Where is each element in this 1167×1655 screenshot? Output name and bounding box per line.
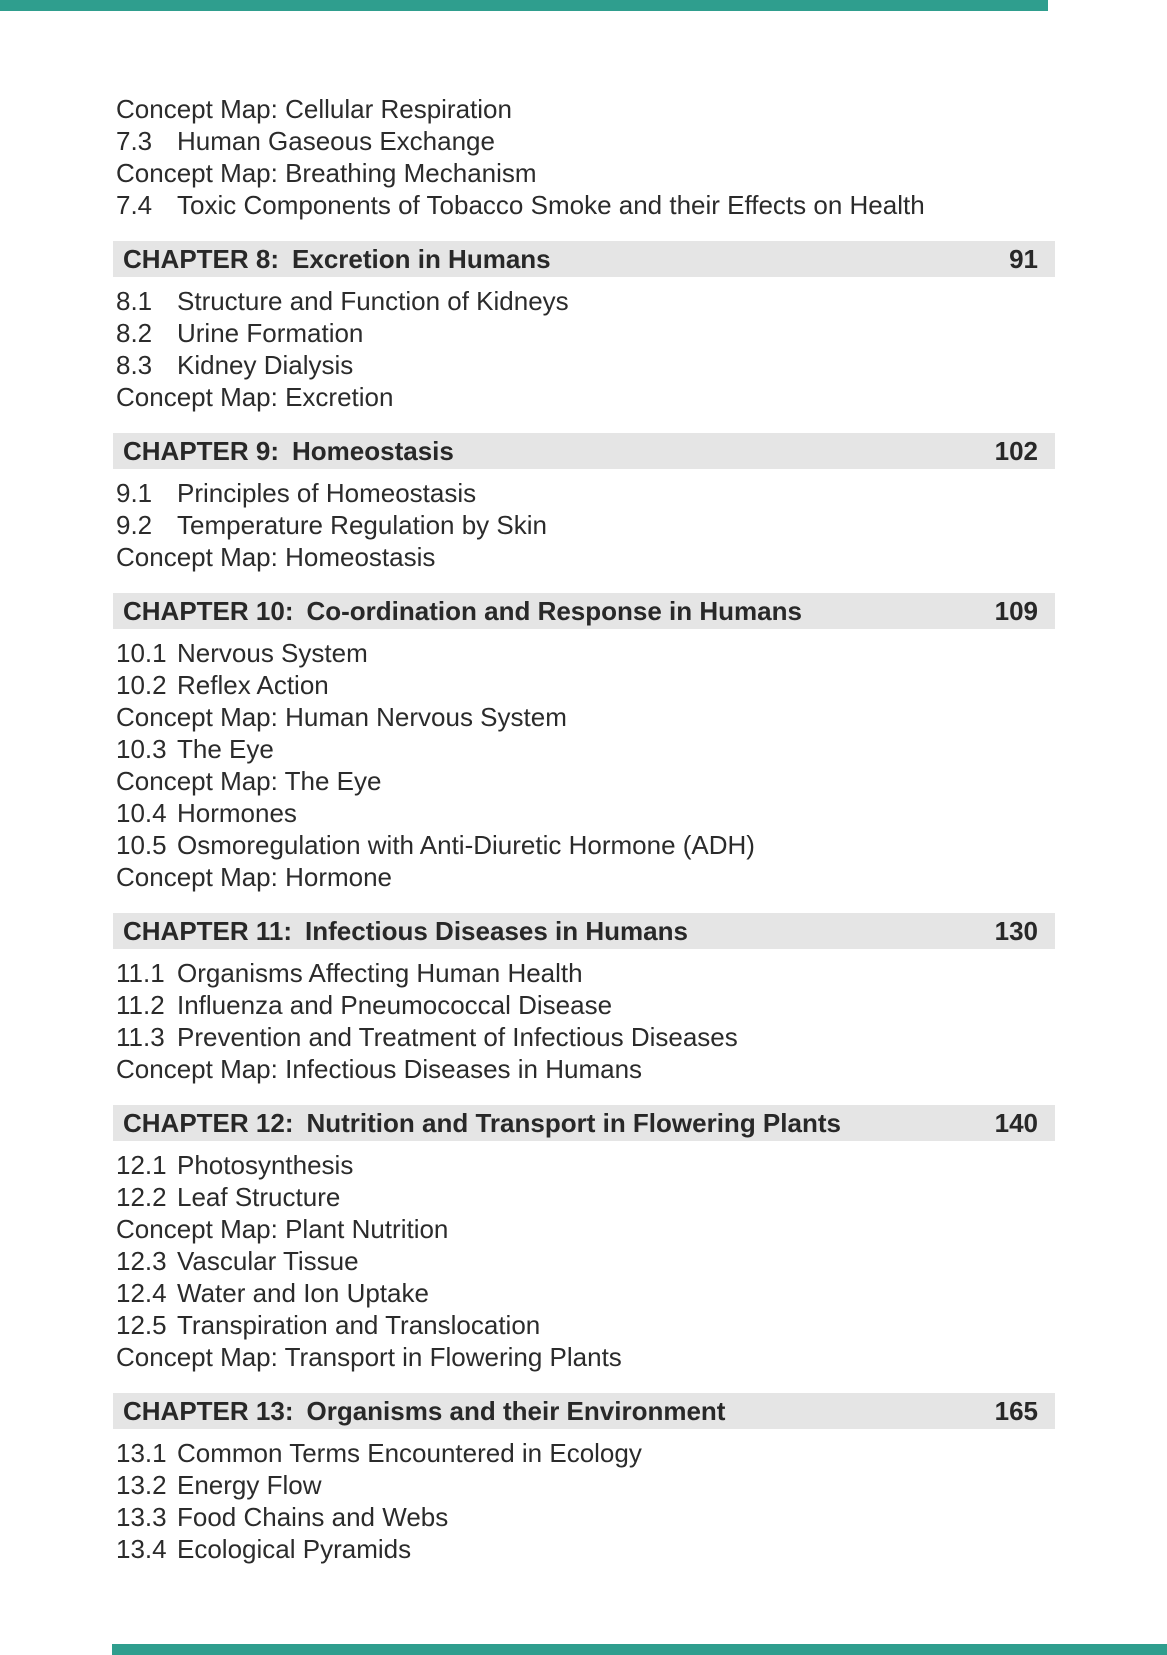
section-entry bbox=[113, 477, 1055, 509]
chapter-label: CHAPTER 12: bbox=[123, 1107, 294, 1138]
concept-map-entry bbox=[113, 541, 1055, 573]
concept-map-entry bbox=[113, 157, 1055, 189]
section-title: Concept Map: Homeostasis bbox=[116, 542, 436, 572]
section-entry bbox=[113, 957, 1055, 989]
chapter-label: CHAPTER 11: bbox=[123, 915, 293, 946]
chapter-header-bar bbox=[113, 913, 1055, 949]
section-entry bbox=[113, 317, 1055, 349]
chapter-title: Infectious Diseases in Humans bbox=[305, 915, 688, 946]
section-number: 7.4 bbox=[116, 190, 153, 220]
section-title: Leaf Structure bbox=[177, 1182, 341, 1212]
concept-map-entry bbox=[113, 93, 1055, 125]
section-title: Nervous System bbox=[177, 638, 368, 668]
section-title: Energy Flow bbox=[177, 1470, 322, 1500]
section-entry bbox=[113, 989, 1055, 1021]
section-number: 13.3 bbox=[116, 1502, 167, 1532]
chapter-page-number: 102 bbox=[994, 435, 1038, 466]
section-entry bbox=[113, 1181, 1055, 1213]
section-entry bbox=[113, 1245, 1055, 1277]
section-number: 10.4 bbox=[116, 798, 167, 828]
chapter-header-bar bbox=[113, 1393, 1055, 1429]
section-title: Human Gaseous Exchange bbox=[177, 126, 495, 156]
concept-map-entry bbox=[113, 1053, 1055, 1085]
chapter-page-number: 91 bbox=[1009, 243, 1038, 274]
page-edge-strip-bottom bbox=[112, 1644, 1167, 1655]
concept-map-entry bbox=[113, 381, 1055, 413]
section-entry bbox=[113, 125, 1055, 157]
chapter-title: Nutrition and Transport in Flowering Plants bbox=[306, 1107, 841, 1138]
chapter-page-number: 165 bbox=[994, 1395, 1038, 1426]
section-number: 10.5 bbox=[116, 830, 167, 860]
section-title: Reflex Action bbox=[177, 670, 329, 700]
chapter-title: Excretion in Humans bbox=[292, 243, 551, 274]
section-entry bbox=[113, 509, 1055, 541]
section-title: Principles of Homeostasis bbox=[177, 478, 477, 508]
section-title: Food Chains and Webs bbox=[177, 1502, 449, 1532]
section-number: 10.2 bbox=[116, 670, 167, 700]
concept-map-entry bbox=[113, 701, 1055, 733]
section-title: Transpiration and Translocation bbox=[177, 1310, 541, 1340]
section-title: Hormones bbox=[177, 798, 297, 828]
section-number: 8.1 bbox=[116, 286, 153, 316]
section-title: Ecological Pyramids bbox=[177, 1534, 412, 1564]
section-entry bbox=[113, 1277, 1055, 1309]
chapter-label: CHAPTER 9: bbox=[123, 435, 280, 466]
section-entry bbox=[113, 829, 1055, 861]
section-number: 10.1 bbox=[116, 638, 167, 668]
section-entry bbox=[113, 1021, 1055, 1053]
section-number: 8.3 bbox=[116, 350, 153, 380]
chapter-title: Organisms and their Environment bbox=[306, 1395, 726, 1426]
section-entry bbox=[113, 1533, 1055, 1565]
section-entry bbox=[113, 1501, 1055, 1533]
section-entry bbox=[113, 349, 1055, 381]
section-title: Toxic Components of Tobacco Smoke and their Effects on Health bbox=[177, 190, 925, 220]
section-title: Concept Map: Plant Nutrition bbox=[116, 1214, 449, 1244]
section-entry bbox=[113, 285, 1055, 317]
section-title: Osmoregulation with Anti-Diuretic Hormone (ADH) bbox=[177, 830, 755, 860]
section-number: 10.3 bbox=[116, 734, 167, 764]
section-number: 12.4 bbox=[116, 1278, 167, 1308]
chapter-title: Homeostasis bbox=[292, 435, 454, 466]
section-title: Water and Ion Uptake bbox=[177, 1278, 429, 1308]
section-number: 12.3 bbox=[116, 1246, 167, 1276]
chapter-label: CHAPTER 13: bbox=[123, 1395, 294, 1426]
section-title: Influenza and Pneumococcal Disease bbox=[177, 990, 613, 1020]
section-title: Organisms Affecting Human Health bbox=[177, 958, 583, 988]
section-entry bbox=[113, 1469, 1055, 1501]
section-title: Photosynthesis bbox=[177, 1150, 354, 1180]
section-title: Concept Map: Breathing Mechanism bbox=[116, 158, 537, 188]
section-number: 11.3 bbox=[116, 1022, 165, 1052]
section-number: 8.2 bbox=[116, 318, 153, 348]
chapter-page-number: 140 bbox=[994, 1107, 1038, 1138]
concept-map-entry bbox=[113, 1213, 1055, 1245]
chapter-page-number: 109 bbox=[994, 595, 1038, 626]
chapter-header-bar bbox=[113, 241, 1055, 277]
chapter-label: CHAPTER 10: bbox=[123, 595, 294, 626]
section-number: 9.1 bbox=[116, 478, 153, 508]
section-title: Concept Map: Excretion bbox=[116, 382, 394, 412]
section-number: 12.1 bbox=[116, 1150, 167, 1180]
section-title: Structure and Function of Kidneys bbox=[177, 286, 569, 316]
section-title: Concept Map: Infectious Diseases in Humans bbox=[116, 1054, 643, 1084]
section-number: 11.1 bbox=[116, 958, 165, 988]
section-entry bbox=[113, 637, 1055, 669]
section-number: 13.4 bbox=[116, 1534, 167, 1564]
section-title: Temperature Regulation by Skin bbox=[177, 510, 547, 540]
chapter-title: Co-ordination and Response in Humans bbox=[306, 595, 802, 626]
section-title: Urine Formation bbox=[177, 318, 364, 348]
section-entry bbox=[113, 797, 1055, 829]
section-title: Concept Map: The Eye bbox=[116, 766, 382, 796]
section-number: 13.2 bbox=[116, 1470, 167, 1500]
concept-map-entry bbox=[113, 861, 1055, 893]
section-number: 12.5 bbox=[116, 1310, 167, 1340]
section-entry bbox=[113, 1437, 1055, 1469]
concept-map-entry bbox=[113, 765, 1055, 797]
chapter-page-number: 130 bbox=[994, 915, 1038, 946]
section-title: Concept Map: Cellular Respiration bbox=[116, 94, 512, 124]
section-number: 7.3 bbox=[116, 126, 153, 156]
section-title: Prevention and Treatment of Infectious Diseases bbox=[177, 1022, 738, 1052]
section-number: 11.2 bbox=[116, 990, 165, 1020]
section-entry bbox=[113, 1309, 1055, 1341]
section-title: Common Terms Encountered in Ecology bbox=[177, 1438, 642, 1468]
chapter-header-bar bbox=[113, 1105, 1055, 1141]
section-title: Kidney Dialysis bbox=[177, 350, 354, 380]
section-entry bbox=[113, 669, 1055, 701]
section-number: 13.1 bbox=[116, 1438, 167, 1468]
section-entry bbox=[113, 733, 1055, 765]
chapter-header-bar bbox=[113, 593, 1055, 629]
section-title: Vascular Tissue bbox=[177, 1246, 359, 1276]
chapter-header-bar bbox=[113, 433, 1055, 469]
section-entry bbox=[113, 189, 1055, 221]
chapter-label: CHAPTER 8: bbox=[123, 243, 280, 274]
section-title: Concept Map: Hormone bbox=[116, 862, 393, 892]
section-title: Concept Map: Transport in Flowering Plants bbox=[116, 1342, 622, 1372]
section-number: 12.2 bbox=[116, 1182, 167, 1212]
section-number: 9.2 bbox=[116, 510, 153, 540]
section-title: Concept Map: Human Nervous System bbox=[116, 702, 567, 732]
concept-map-entry bbox=[113, 1341, 1055, 1373]
section-title: The Eye bbox=[177, 734, 274, 764]
section-entry bbox=[113, 1149, 1055, 1181]
